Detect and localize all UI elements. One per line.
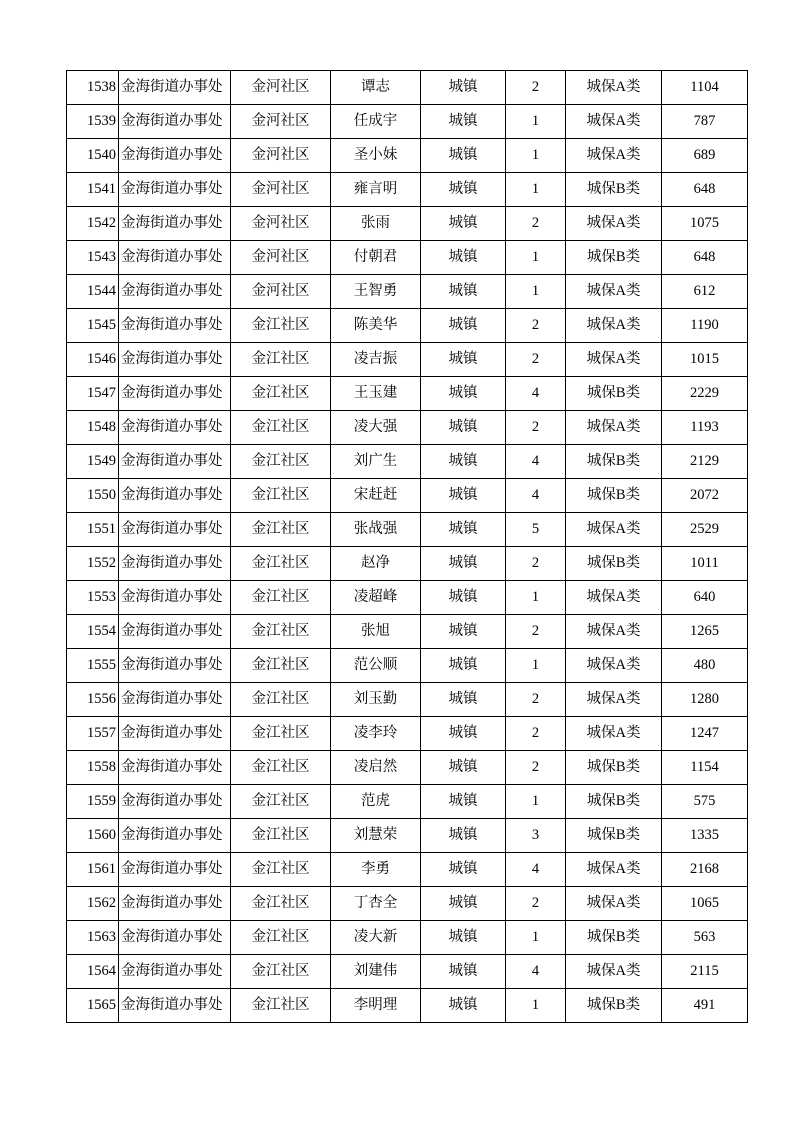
row-id: 1539 xyxy=(67,105,119,139)
row-name: 李明理 xyxy=(331,989,421,1023)
row-person-count: 1 xyxy=(506,241,566,275)
row-community: 金江社区 xyxy=(231,683,331,717)
row-name: 刘慧荣 xyxy=(331,819,421,853)
row-category: 城保A类 xyxy=(566,207,662,241)
row-amount: 2229 xyxy=(662,377,748,411)
table-row xyxy=(67,853,748,887)
row-org: 金海街道办事处 xyxy=(119,377,231,411)
row-org: 金海街道办事处 xyxy=(119,207,231,241)
row-name: 凌超峰 xyxy=(331,581,421,615)
table-row xyxy=(67,819,748,853)
row-person-count: 4 xyxy=(506,955,566,989)
row-household-type: 城镇 xyxy=(421,377,506,411)
table-row xyxy=(67,955,748,989)
row-name: 任成宇 xyxy=(331,105,421,139)
row-community: 金江社区 xyxy=(231,581,331,615)
table-row xyxy=(67,785,748,819)
row-person-count: 4 xyxy=(506,445,566,479)
row-category: 城保A类 xyxy=(566,717,662,751)
row-amount: 1104 xyxy=(662,71,748,105)
row-org: 金海街道办事处 xyxy=(119,785,231,819)
row-household-type: 城镇 xyxy=(421,411,506,445)
row-category: 城保B类 xyxy=(566,547,662,581)
table-row xyxy=(67,989,748,1023)
row-id: 1552 xyxy=(67,547,119,581)
row-org: 金海街道办事处 xyxy=(119,173,231,207)
table-row xyxy=(67,479,748,513)
beneficiary-table xyxy=(66,70,748,1023)
row-community: 金江社区 xyxy=(231,785,331,819)
row-household-type: 城镇 xyxy=(421,479,506,513)
table-row xyxy=(67,377,748,411)
row-category: 城保B类 xyxy=(566,819,662,853)
row-person-count: 2 xyxy=(506,887,566,921)
row-person-count: 4 xyxy=(506,377,566,411)
row-person-count: 2 xyxy=(506,683,566,717)
table-row xyxy=(67,207,748,241)
row-category: 城保B类 xyxy=(566,921,662,955)
row-category: 城保A类 xyxy=(566,275,662,309)
row-name: 凌吉振 xyxy=(331,343,421,377)
row-person-count: 4 xyxy=(506,853,566,887)
row-name: 王玉建 xyxy=(331,377,421,411)
row-org: 金海街道办事处 xyxy=(119,581,231,615)
row-community: 金河社区 xyxy=(231,275,331,309)
row-amount: 1190 xyxy=(662,309,748,343)
table-row xyxy=(67,445,748,479)
table-row xyxy=(67,343,748,377)
row-household-type: 城镇 xyxy=(421,343,506,377)
row-household-type: 城镇 xyxy=(421,615,506,649)
table-row xyxy=(67,411,748,445)
row-id: 1540 xyxy=(67,139,119,173)
row-id: 1553 xyxy=(67,581,119,615)
row-person-count: 5 xyxy=(506,513,566,547)
row-name: 张雨 xyxy=(331,207,421,241)
row-person-count: 2 xyxy=(506,547,566,581)
row-amount: 2529 xyxy=(662,513,748,547)
row-amount: 1015 xyxy=(662,343,748,377)
table-row xyxy=(67,683,748,717)
table-row xyxy=(67,547,748,581)
row-community: 金江社区 xyxy=(231,853,331,887)
row-amount: 2129 xyxy=(662,445,748,479)
row-person-count: 1 xyxy=(506,989,566,1023)
row-name: 王智勇 xyxy=(331,275,421,309)
row-org: 金海街道办事处 xyxy=(119,955,231,989)
row-community: 金江社区 xyxy=(231,377,331,411)
row-category: 城保B类 xyxy=(566,445,662,479)
row-id: 1558 xyxy=(67,751,119,785)
row-org: 金海街道办事处 xyxy=(119,411,231,445)
row-community: 金河社区 xyxy=(231,105,331,139)
row-person-count: 1 xyxy=(506,275,566,309)
row-id: 1551 xyxy=(67,513,119,547)
row-community: 金江社区 xyxy=(231,445,331,479)
table-row xyxy=(67,139,748,173)
row-community: 金江社区 xyxy=(231,309,331,343)
row-amount: 1154 xyxy=(662,751,748,785)
table-row xyxy=(67,751,748,785)
row-id: 1547 xyxy=(67,377,119,411)
row-id: 1563 xyxy=(67,921,119,955)
row-org: 金海街道办事处 xyxy=(119,275,231,309)
row-person-count: 2 xyxy=(506,309,566,343)
row-name: 刘玉勤 xyxy=(331,683,421,717)
row-category: 城保B类 xyxy=(566,989,662,1023)
row-amount: 575 xyxy=(662,785,748,819)
row-category: 城保B类 xyxy=(566,785,662,819)
row-amount: 1193 xyxy=(662,411,748,445)
row-id: 1548 xyxy=(67,411,119,445)
row-name: 圣小妹 xyxy=(331,139,421,173)
row-household-type: 城镇 xyxy=(421,989,506,1023)
row-household-type: 城镇 xyxy=(421,71,506,105)
table-row xyxy=(67,71,748,105)
row-id: 1564 xyxy=(67,955,119,989)
row-amount: 2168 xyxy=(662,853,748,887)
row-org: 金海街道办事处 xyxy=(119,105,231,139)
table-row xyxy=(67,717,748,751)
row-amount: 1075 xyxy=(662,207,748,241)
row-name: 凌李玲 xyxy=(331,717,421,751)
row-community: 金江社区 xyxy=(231,343,331,377)
row-id: 1550 xyxy=(67,479,119,513)
row-person-count: 2 xyxy=(506,751,566,785)
row-id: 1554 xyxy=(67,615,119,649)
row-community: 金河社区 xyxy=(231,241,331,275)
row-id: 1544 xyxy=(67,275,119,309)
row-category: 城保A类 xyxy=(566,615,662,649)
row-amount: 2115 xyxy=(662,955,748,989)
row-community: 金江社区 xyxy=(231,547,331,581)
row-id: 1556 xyxy=(67,683,119,717)
row-amount: 640 xyxy=(662,581,748,615)
row-person-count: 1 xyxy=(506,785,566,819)
row-amount: 1247 xyxy=(662,717,748,751)
row-category: 城保A类 xyxy=(566,309,662,343)
row-community: 金江社区 xyxy=(231,989,331,1023)
row-org: 金海街道办事处 xyxy=(119,71,231,105)
row-person-count: 1 xyxy=(506,173,566,207)
row-household-type: 城镇 xyxy=(421,139,506,173)
row-category: 城保B类 xyxy=(566,751,662,785)
row-org: 金海街道办事处 xyxy=(119,445,231,479)
row-community: 金江社区 xyxy=(231,887,331,921)
row-name: 谭志 xyxy=(331,71,421,105)
row-org: 金海街道办事处 xyxy=(119,683,231,717)
row-category: 城保A类 xyxy=(566,343,662,377)
row-community: 金河社区 xyxy=(231,139,331,173)
row-amount: 1265 xyxy=(662,615,748,649)
row-name: 刘建伟 xyxy=(331,955,421,989)
row-community: 金江社区 xyxy=(231,649,331,683)
row-person-count: 4 xyxy=(506,479,566,513)
row-person-count: 1 xyxy=(506,649,566,683)
row-community: 金江社区 xyxy=(231,921,331,955)
row-category: 城保A类 xyxy=(566,513,662,547)
row-org: 金海街道办事处 xyxy=(119,343,231,377)
row-household-type: 城镇 xyxy=(421,717,506,751)
row-name: 范虎 xyxy=(331,785,421,819)
row-amount: 787 xyxy=(662,105,748,139)
row-community: 金河社区 xyxy=(231,71,331,105)
row-household-type: 城镇 xyxy=(421,683,506,717)
row-household-type: 城镇 xyxy=(421,955,506,989)
row-community: 金河社区 xyxy=(231,173,331,207)
row-name: 宋赶赶 xyxy=(331,479,421,513)
row-org: 金海街道办事处 xyxy=(119,513,231,547)
row-org: 金海街道办事处 xyxy=(119,649,231,683)
row-name: 李勇 xyxy=(331,853,421,887)
row-id: 1541 xyxy=(67,173,119,207)
row-category: 城保A类 xyxy=(566,683,662,717)
row-category: 城保A类 xyxy=(566,139,662,173)
row-name: 赵净 xyxy=(331,547,421,581)
row-household-type: 城镇 xyxy=(421,275,506,309)
row-amount: 648 xyxy=(662,241,748,275)
row-org: 金海街道办事处 xyxy=(119,921,231,955)
row-person-count: 1 xyxy=(506,105,566,139)
row-person-count: 1 xyxy=(506,139,566,173)
row-id: 1542 xyxy=(67,207,119,241)
row-person-count: 2 xyxy=(506,717,566,751)
row-category: 城保B类 xyxy=(566,173,662,207)
table-row xyxy=(67,887,748,921)
row-household-type: 城镇 xyxy=(421,819,506,853)
row-community: 金江社区 xyxy=(231,411,331,445)
row-community: 金江社区 xyxy=(231,955,331,989)
row-amount: 1011 xyxy=(662,547,748,581)
row-community: 金河社区 xyxy=(231,207,331,241)
row-household-type: 城镇 xyxy=(421,649,506,683)
row-category: 城保B类 xyxy=(566,479,662,513)
row-community: 金江社区 xyxy=(231,479,331,513)
row-person-count: 2 xyxy=(506,71,566,105)
table-row xyxy=(67,513,748,547)
row-name: 凌启然 xyxy=(331,751,421,785)
row-category: 城保A类 xyxy=(566,581,662,615)
row-name: 雍言明 xyxy=(331,173,421,207)
row-household-type: 城镇 xyxy=(421,241,506,275)
table-row xyxy=(67,615,748,649)
row-amount: 2072 xyxy=(662,479,748,513)
row-org: 金海街道办事处 xyxy=(119,479,231,513)
row-amount: 563 xyxy=(662,921,748,955)
row-person-count: 3 xyxy=(506,819,566,853)
row-org: 金海街道办事处 xyxy=(119,309,231,343)
row-category: 城保B类 xyxy=(566,377,662,411)
row-category: 城保A类 xyxy=(566,887,662,921)
row-id: 1546 xyxy=(67,343,119,377)
table-row xyxy=(67,241,748,275)
row-id: 1559 xyxy=(67,785,119,819)
row-id: 1549 xyxy=(67,445,119,479)
row-name: 刘广生 xyxy=(331,445,421,479)
row-id: 1562 xyxy=(67,887,119,921)
row-id: 1555 xyxy=(67,649,119,683)
row-id: 1560 xyxy=(67,819,119,853)
row-amount: 1065 xyxy=(662,887,748,921)
row-community: 金江社区 xyxy=(231,615,331,649)
row-household-type: 城镇 xyxy=(421,513,506,547)
row-household-type: 城镇 xyxy=(421,751,506,785)
row-id: 1538 xyxy=(67,71,119,105)
row-person-count: 1 xyxy=(506,921,566,955)
row-id: 1557 xyxy=(67,717,119,751)
row-household-type: 城镇 xyxy=(421,309,506,343)
row-community: 金江社区 xyxy=(231,751,331,785)
row-household-type: 城镇 xyxy=(421,547,506,581)
table-row xyxy=(67,921,748,955)
row-org: 金海街道办事处 xyxy=(119,547,231,581)
row-category: 城保A类 xyxy=(566,853,662,887)
row-category: 城保B类 xyxy=(566,241,662,275)
row-amount: 1280 xyxy=(662,683,748,717)
row-name: 张旭 xyxy=(331,615,421,649)
row-category: 城保A类 xyxy=(566,411,662,445)
row-household-type: 城镇 xyxy=(421,785,506,819)
row-amount: 612 xyxy=(662,275,748,309)
row-household-type: 城镇 xyxy=(421,105,506,139)
row-org: 金海街道办事处 xyxy=(119,989,231,1023)
row-org: 金海街道办事处 xyxy=(119,139,231,173)
row-person-count: 1 xyxy=(506,581,566,615)
row-category: 城保A类 xyxy=(566,649,662,683)
row-category: 城保A类 xyxy=(566,105,662,139)
row-household-type: 城镇 xyxy=(421,921,506,955)
row-id: 1543 xyxy=(67,241,119,275)
row-name: 陈美华 xyxy=(331,309,421,343)
row-person-count: 2 xyxy=(506,615,566,649)
row-household-type: 城镇 xyxy=(421,207,506,241)
row-id: 1561 xyxy=(67,853,119,887)
row-amount: 689 xyxy=(662,139,748,173)
row-amount: 480 xyxy=(662,649,748,683)
table-row xyxy=(67,173,748,207)
row-org: 金海街道办事处 xyxy=(119,615,231,649)
row-category: 城保A类 xyxy=(566,955,662,989)
table-row xyxy=(67,309,748,343)
row-community: 金江社区 xyxy=(231,513,331,547)
row-amount: 491 xyxy=(662,989,748,1023)
row-household-type: 城镇 xyxy=(421,173,506,207)
row-name: 范公顺 xyxy=(331,649,421,683)
row-id: 1545 xyxy=(67,309,119,343)
row-person-count: 2 xyxy=(506,411,566,445)
row-household-type: 城镇 xyxy=(421,445,506,479)
row-household-type: 城镇 xyxy=(421,887,506,921)
row-category: 城保A类 xyxy=(566,71,662,105)
row-org: 金海街道办事处 xyxy=(119,751,231,785)
row-amount: 648 xyxy=(662,173,748,207)
row-org: 金海街道办事处 xyxy=(119,717,231,751)
row-name: 凌大强 xyxy=(331,411,421,445)
row-name: 凌大新 xyxy=(331,921,421,955)
row-amount: 1335 xyxy=(662,819,748,853)
row-household-type: 城镇 xyxy=(421,853,506,887)
table-body xyxy=(67,71,748,1023)
row-org: 金海街道办事处 xyxy=(119,853,231,887)
row-org: 金海街道办事处 xyxy=(119,241,231,275)
row-name: 丁杏全 xyxy=(331,887,421,921)
table-row xyxy=(67,275,748,309)
row-id: 1565 xyxy=(67,989,119,1023)
row-community: 金江社区 xyxy=(231,717,331,751)
table-row xyxy=(67,105,748,139)
row-org: 金海街道办事处 xyxy=(119,819,231,853)
row-person-count: 2 xyxy=(506,207,566,241)
row-community: 金江社区 xyxy=(231,819,331,853)
row-name: 张战强 xyxy=(331,513,421,547)
row-household-type: 城镇 xyxy=(421,581,506,615)
row-name: 付朝君 xyxy=(331,241,421,275)
table-row xyxy=(67,581,748,615)
row-org: 金海街道办事处 xyxy=(119,887,231,921)
table-row xyxy=(67,649,748,683)
row-person-count: 2 xyxy=(506,343,566,377)
